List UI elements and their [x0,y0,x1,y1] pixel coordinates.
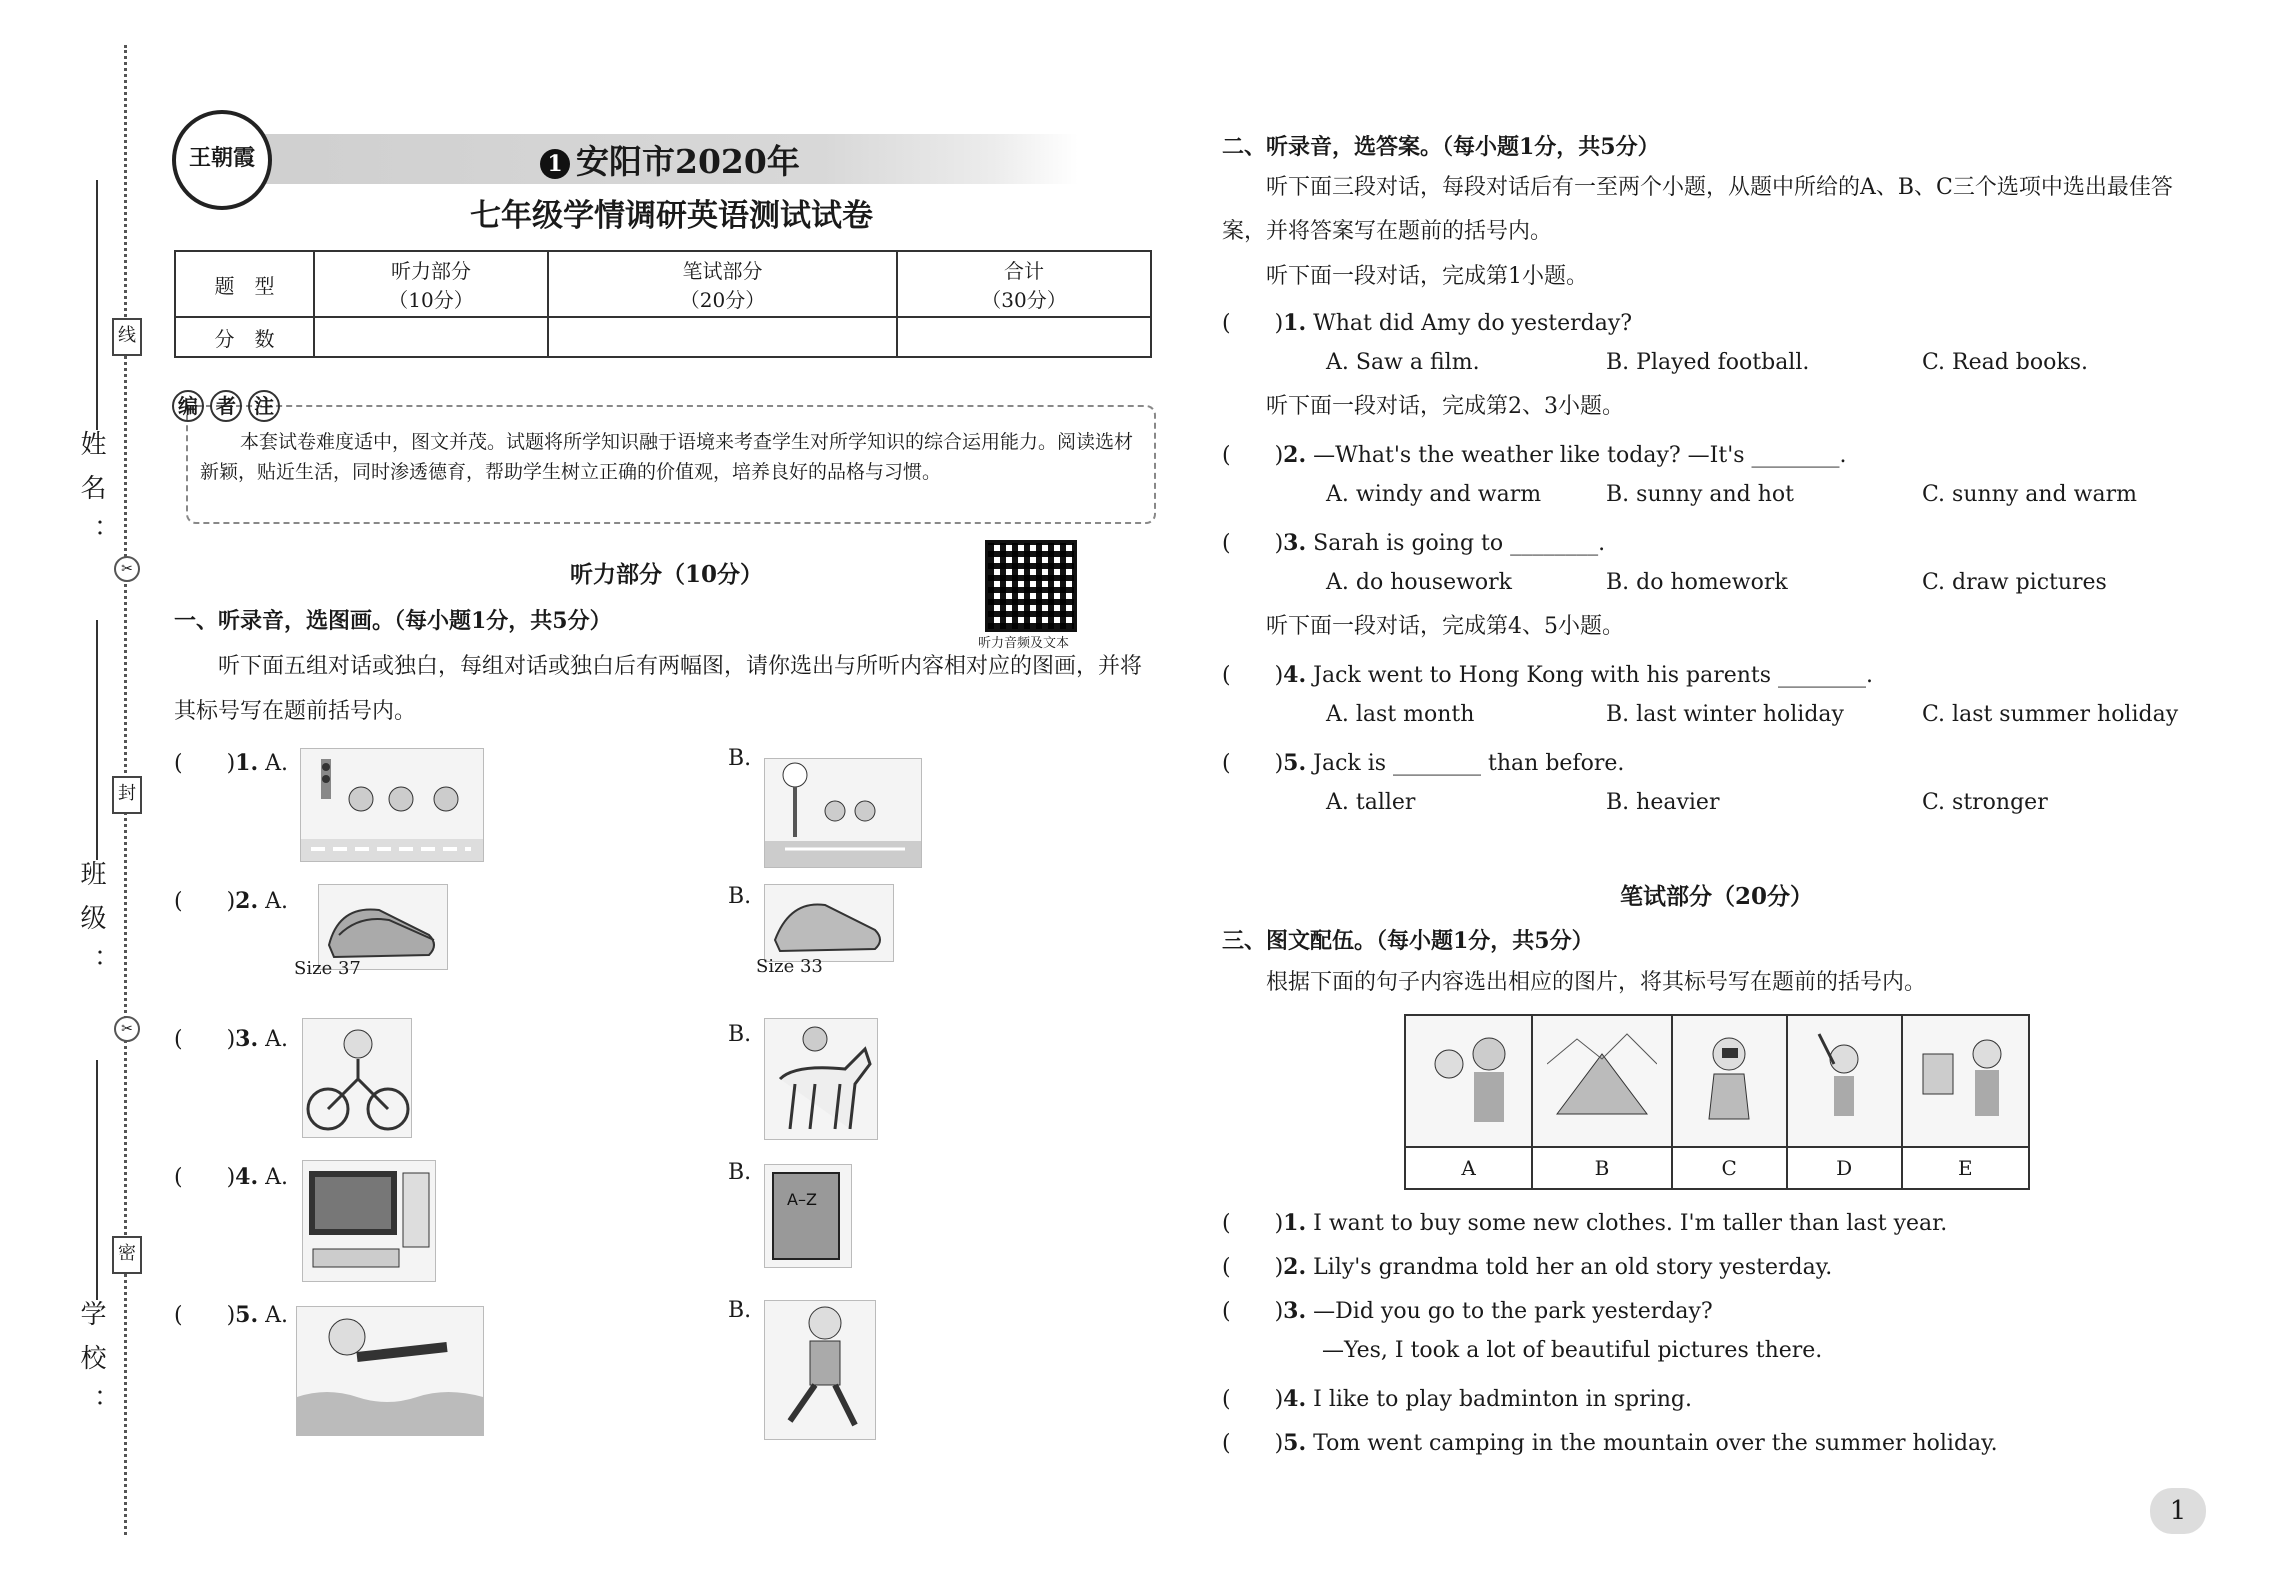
writing-item-3: ( )3. —Did you go to the park yesterday? [1222,1298,1713,1324]
q3-option-c: C. draw pictures [1922,570,2107,595]
riding-bike-picture [302,1018,412,1138]
part3-instruction: 根据下面的句子内容选出相应的图片，将其标号写在题前的括号内。 [1266,970,1927,995]
q1-option-c: C. Read books. [1922,350,2088,375]
match-label-a: A [1405,1147,1532,1189]
writing-item-1: ( )1. I want to buy some new clothes. I'm taller than last year. [1222,1210,1948,1236]
match-label-c: C [1672,1147,1787,1189]
match-label-d: D [1787,1147,1902,1189]
brand-seal: 王朝霞 [172,110,272,210]
listening-question-5: ( )5. Jack is ________ than before. [1222,750,1625,776]
q4-option-b: B. last winter holiday [1606,702,1844,727]
score-cell-listening[interactable] [314,317,548,357]
answer-bracket[interactable]: ( ) [1222,531,1284,556]
option-b-label: B. [728,1298,752,1323]
listening-heading: 听力部分（10分） [570,561,764,588]
score-table-row-label: 分 数 [175,317,314,357]
q3-option-a: A. do housework [1326,570,1513,595]
part2-instruction: 听下面三段对话，每段对话后有一至两个小题，从题中所给的A、B、C三个选项中选出最佳答案，并将答案写在题前的括号内。 [1222,175,2173,244]
school-write-line [96,1060,98,1300]
match-picture-a [1405,1015,1532,1147]
editor-note-text: 本套试卷难度适中，图文并茂。试题将所学知识融于语境来考查学生对所学知识的综合运用能力。阅读选材新颖，贴近生活，同时渗透德育，帮助学生树立正确的价值观，培养良好的品格与习惯。 [200,431,1134,483]
margin-mark-seal: 封 [112,776,142,814]
q2-option-c: C. sunny and warm [1922,482,2137,507]
paper-number-badge: 1 [540,149,570,179]
picture-match-table [1404,1014,2030,1190]
match-picture-c [1672,1015,1787,1147]
name-write-line [96,180,98,430]
listening-question-4: ( )4. Jack went to Hong Kong with his parents ________. [1222,662,1874,688]
clip-icon: ✂ [114,1016,140,1042]
answer-bracket[interactable]: ( )5. A. [174,1302,289,1328]
q2-option-b: B. sunny and hot [1606,482,1794,507]
size-caption-a: Size 37 [294,958,361,979]
swimming-picture [296,1306,484,1436]
exam-title-line1 [540,136,800,183]
listening-question-3: ( )3. Sarah is going to ________. [1222,530,1606,556]
writing-item-2: ( )2. Lily's grandma told her an old story yesterday. [1222,1254,1833,1280]
q1-option-a: A. Saw a film. [1326,350,1480,375]
answer-bracket[interactable]: ( ) [1222,751,1284,776]
page-number: 1 [2150,1488,2206,1534]
part1-title: 一、听录音，选图画。（每小题1分，共5分） [174,608,612,634]
writing-item-3-reply: —Yes, I took a lot of beautiful pictures there. [1322,1338,1823,1363]
score-table-header-writing: 笔试部分 （20分） [548,251,897,317]
match-label-e: E [1902,1147,2029,1189]
dictionary-book-picture [764,1164,852,1268]
answer-bracket[interactable]: ( ) [1222,1387,1284,1412]
answer-bracket[interactable]: ( )3. A. [174,1026,289,1052]
score-table-header-type: 题 型 [175,251,314,317]
answer-bracket[interactable]: ( )1. A. [174,750,289,776]
book-cover-text: A–Z [787,1190,817,1209]
score-table-header-listening: 听力部分 （10分） [314,251,548,317]
waiting-at-crossing-picture [764,758,922,868]
writing-heading: 笔试部分（20分） [1620,883,1814,910]
q5-option-c: C. stronger [1922,790,2048,815]
q1-option-b: B. Played football. [1606,350,1810,375]
margin-mark-secret: 密 [112,1236,142,1274]
q4-option-c: C. last summer holiday [1922,702,2179,727]
score-cell-total[interactable] [897,317,1151,357]
clip-icon: ✂ [114,556,140,582]
sneaker-picture [764,884,894,962]
score-table-header-total: 合计 （30分） [897,251,1151,317]
writing-item-4: ( )4. I like to play badminton in spring. [1222,1386,1692,1412]
editor-note-label: 编 者 注 [172,390,286,422]
part2-segment1: 听下面一段对话，完成第1小题。 [1266,264,1588,289]
answer-bracket[interactable]: ( ) [1222,663,1284,688]
answer-bracket[interactable]: ( ) [1222,443,1284,468]
answer-bracket[interactable]: ( ) [1222,311,1284,336]
q3-option-b: B. do homework [1606,570,1788,595]
match-label-b: B [1532,1147,1671,1189]
q5-option-b: B. heavier [1606,790,1720,815]
crossing-street-picture [300,748,484,862]
computer-picture [302,1160,436,1282]
part2-segment2: 听下面一段对话，完成第2、3小题。 [1266,394,1624,419]
answer-bracket[interactable]: ( ) [1222,1299,1284,1324]
q4-option-a: A. last month [1326,702,1475,727]
listening-question-2: ( )2. —What's the weather like today? —It's ________. [1222,442,1847,468]
qr-caption: 听力音频及文本 [978,636,1070,651]
class-write-line [96,620,98,860]
listening-question-1: ( )1. What did Amy do yesterday? [1222,310,1633,336]
match-picture-b [1532,1015,1671,1147]
exam-title-line2: 七年级学情调研英语测试试卷 [470,198,873,234]
part3-title: 三、图文配伍。（每小题1分，共5分） [1222,928,1594,954]
answer-bracket[interactable]: ( ) [1222,1255,1284,1280]
q5-option-a: A. taller [1326,790,1416,815]
part2-segment3: 听下面一段对话，完成第4、5小题。 [1266,614,1624,639]
school-label: 学校： [76,1300,106,1432]
part1-instruction: 听下面五组对话或独白，每组对话或独白后有两幅图，请你选出与所听内容相对应的图画，并将其标号写在题前括号内。 [174,654,1143,724]
class-label: 班级： [76,860,106,992]
size-caption-b: Size 33 [756,956,823,977]
score-table [174,250,1152,358]
answer-bracket[interactable]: ( ) [1222,1431,1284,1456]
option-b-label: B. [728,746,752,771]
answer-bracket[interactable]: ( )2. A. [174,888,289,914]
match-picture-e [1902,1015,2029,1147]
name-label: 姓名： [76,430,106,562]
part2-title: 二、听录音，选答案。（每小题1分，共5分） [1222,134,1660,160]
exam-title-text: 安阳市2020年 [576,142,800,181]
answer-bracket[interactable]: ( ) [1222,1211,1284,1236]
answer-bracket[interactable]: ( )4. A. [174,1164,289,1190]
margin-mark-line: 线 [112,318,142,356]
q2-option-a: A. windy and warm [1326,482,1542,507]
riding-horse-picture [764,1018,878,1140]
writing-item-5: ( )5. Tom went camping in the mountain over the summer holiday. [1222,1430,1998,1456]
match-picture-d [1787,1015,1902,1147]
running-picture [764,1300,876,1440]
option-b-label: B. [728,1160,752,1185]
qr-code-icon[interactable] [985,540,1077,632]
option-b-label: B. [728,884,752,909]
score-cell-writing[interactable] [548,317,897,357]
option-b-label: B. [728,1022,752,1047]
